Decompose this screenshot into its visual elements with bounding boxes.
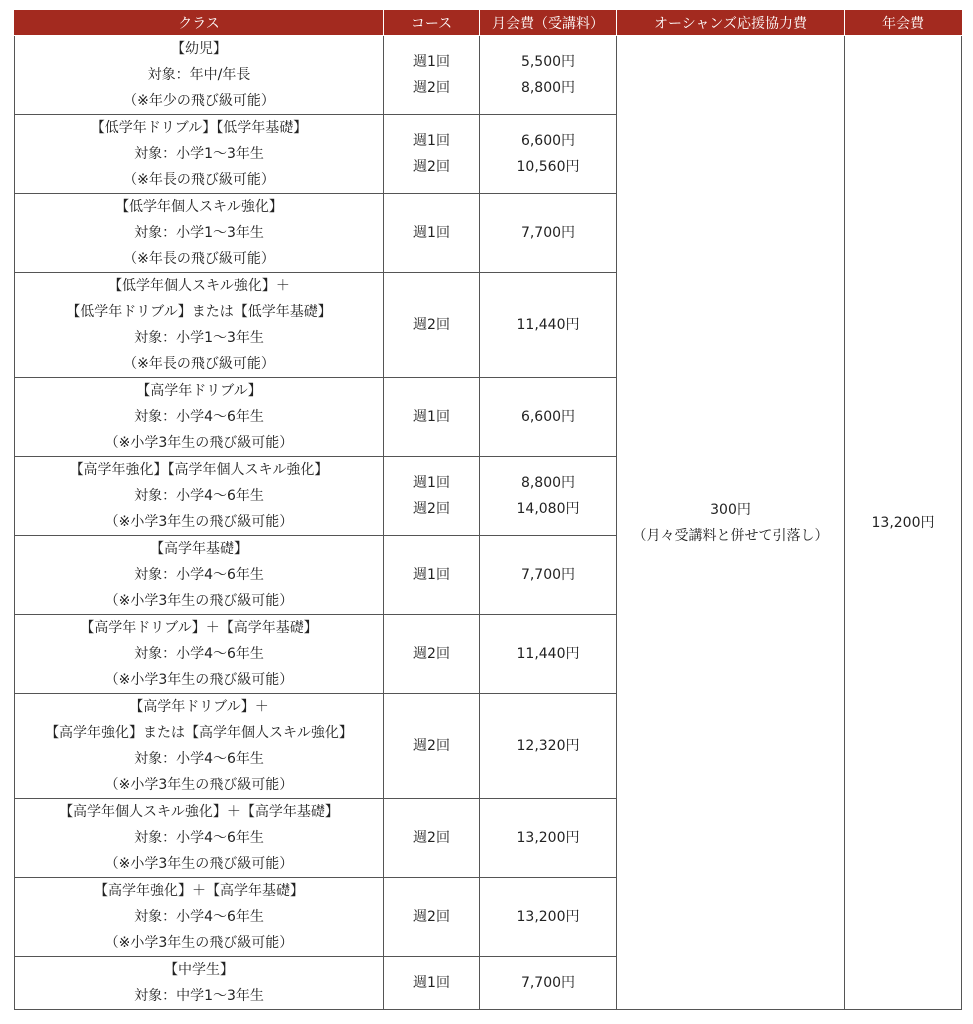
course-value: 週1回 [413,54,450,70]
course-cell [384,957,480,1010]
class-line: （※小学3年生の飛び級可能） [104,856,294,872]
monthly-fee-value: 8,800円 [520,475,576,491]
course-value: 週1回 [413,475,450,491]
course-cell [384,799,480,878]
class-line: （※年長の飛び級可能） [123,356,275,372]
class-cell [15,36,384,115]
class-line: 対象：小学4〜6年生 [134,909,264,925]
monthly-fee-value: 11,440円 [516,646,580,662]
class-cell [15,878,384,957]
course-cell [384,878,480,957]
header-annual-fee: 年会費 [845,11,962,36]
monthly-fee-cell [480,194,617,273]
support-fee-cell [617,36,845,1010]
monthly-fee-cell [480,378,617,457]
monthly-fee-cell [480,799,617,878]
fee-table-container [14,10,962,1010]
class-line: （※小学3年生の飛び級可能） [104,435,294,451]
class-line: （※年少の飛び級可能） [123,93,275,109]
course-cell [384,457,480,536]
class-cell [15,273,384,378]
monthly-fee-value: 13,200円 [516,830,580,846]
class-line: （※年長の飛び級可能） [123,172,275,188]
annual-fee-cell [845,36,962,1010]
course-cell [384,36,480,115]
class-line: 対象：小学1〜3年生 [134,146,264,162]
monthly-fee-value: 12,320円 [516,738,580,754]
class-line: 対象：小学4〜6年生 [134,488,264,504]
monthly-fee-cell [480,36,617,115]
table-row [15,36,962,115]
monthly-fee-value: 8,800円 [520,80,576,96]
class-line: 【幼児】 [171,41,227,57]
monthly-fee-value: 11,440円 [516,317,580,333]
course-cell [384,378,480,457]
class-cell [15,536,384,615]
class-line: 対象：小学1〜3年生 [134,330,264,346]
course-value: 週2回 [413,80,450,96]
course-value: 週1回 [413,133,450,149]
table-body [15,36,962,1010]
class-line: 【高学年強化】【高学年個人スキル強化】 [69,462,329,478]
course-value: 週2回 [413,909,450,925]
course-value: 週1回 [413,975,450,991]
monthly-fee-cell [480,694,617,799]
class-line: 対象：年中/年長 [147,67,251,83]
course-value: 週1回 [413,225,450,241]
monthly-fee-cell [480,878,617,957]
class-cell [15,194,384,273]
class-line: 【高学年個人スキル強化】＋【高学年基礎】 [59,804,339,820]
annual-fee-value: 13,200円 [871,514,935,531]
monthly-fee-cell [480,115,617,194]
monthly-fee-cell [480,536,617,615]
class-line: 対象：中学1〜3年生 [134,988,264,1004]
class-line: 【高学年ドリブル】＋【高学年基礎】 [80,620,318,636]
class-line: 【高学年強化】または【高学年個人スキル強化】 [45,725,353,741]
course-value: 週2回 [413,646,450,662]
course-cell [384,115,480,194]
course-cell [384,536,480,615]
class-line: 【高学年ドリブル】 [136,383,262,399]
class-cell [15,115,384,194]
class-line: （※小学3年生の飛び級可能） [104,777,294,793]
class-line: （※小学3年生の飛び級可能） [104,514,294,530]
header-class: クラス [15,11,384,36]
class-cell [15,957,384,1010]
course-value: 週2回 [413,738,450,754]
course-value: 週2回 [413,830,450,846]
header-monthly-fee: 月会費（受講料） [480,11,617,36]
class-cell [15,378,384,457]
class-line: 対象：小学4〜6年生 [134,646,264,662]
class-line: 【中学生】 [164,962,234,978]
monthly-fee-cell [480,615,617,694]
table-header-row [15,11,962,36]
monthly-fee-value: 6,600円 [520,133,576,149]
class-line: 対象：小学4〜6年生 [134,751,264,767]
class-line: 【低学年個人スキル強化】＋ [108,278,290,294]
monthly-fee-value: 5,500円 [520,54,576,70]
class-line: 【低学年ドリブル】【低学年基礎】 [90,120,308,136]
course-value: 週2回 [413,317,450,333]
course-cell [384,273,480,378]
monthly-fee-cell [480,273,617,378]
course-value: 週1回 [413,409,450,425]
support-fee-amount: 300円 [710,501,751,518]
support-fee-note: （月々受講料と併せて引落し） [632,527,829,544]
monthly-fee-value: 6,600円 [520,409,576,425]
course-value: 週2回 [413,159,450,175]
class-cell [15,457,384,536]
course-cell [384,194,480,273]
course-cell [384,615,480,694]
class-cell [15,799,384,878]
class-line: 【高学年強化】＋【高学年基礎】 [94,883,304,899]
header-support-fee: オーシャンズ応援協力費 [617,11,845,36]
class-line: 【高学年基礎】 [150,541,248,557]
class-line: 対象：小学4〜6年生 [134,830,264,846]
class-line: 【低学年ドリブル】または【低学年基礎】 [66,304,332,320]
class-line: （※年長の飛び級可能） [123,251,275,267]
class-line: 対象：小学1〜3年生 [134,225,264,241]
course-value: 週2回 [413,501,450,517]
class-line: （※小学3年生の飛び級可能） [104,593,294,609]
fee-table [14,10,962,1010]
monthly-fee-value: 7,700円 [520,567,576,583]
monthly-fee-value: 7,700円 [520,975,576,991]
class-cell [15,615,384,694]
class-line: （※小学3年生の飛び級可能） [104,672,294,688]
monthly-fee-value: 10,560円 [516,159,580,175]
course-value: 週1回 [413,567,450,583]
monthly-fee-cell [480,957,617,1010]
course-cell [384,694,480,799]
monthly-fee-cell [480,457,617,536]
class-line: 対象：小学4〜6年生 [134,567,264,583]
monthly-fee-value: 14,080円 [516,501,580,517]
class-line: 【高学年ドリブル】＋ [129,699,269,715]
header-course: コース [384,11,480,36]
class-line: 対象：小学4〜6年生 [134,409,264,425]
monthly-fee-value: 13,200円 [516,909,580,925]
class-line: 【低学年個人スキル強化】 [115,199,283,215]
class-line: （※小学3年生の飛び級可能） [104,935,294,951]
monthly-fee-value: 7,700円 [520,225,576,241]
class-cell [15,694,384,799]
